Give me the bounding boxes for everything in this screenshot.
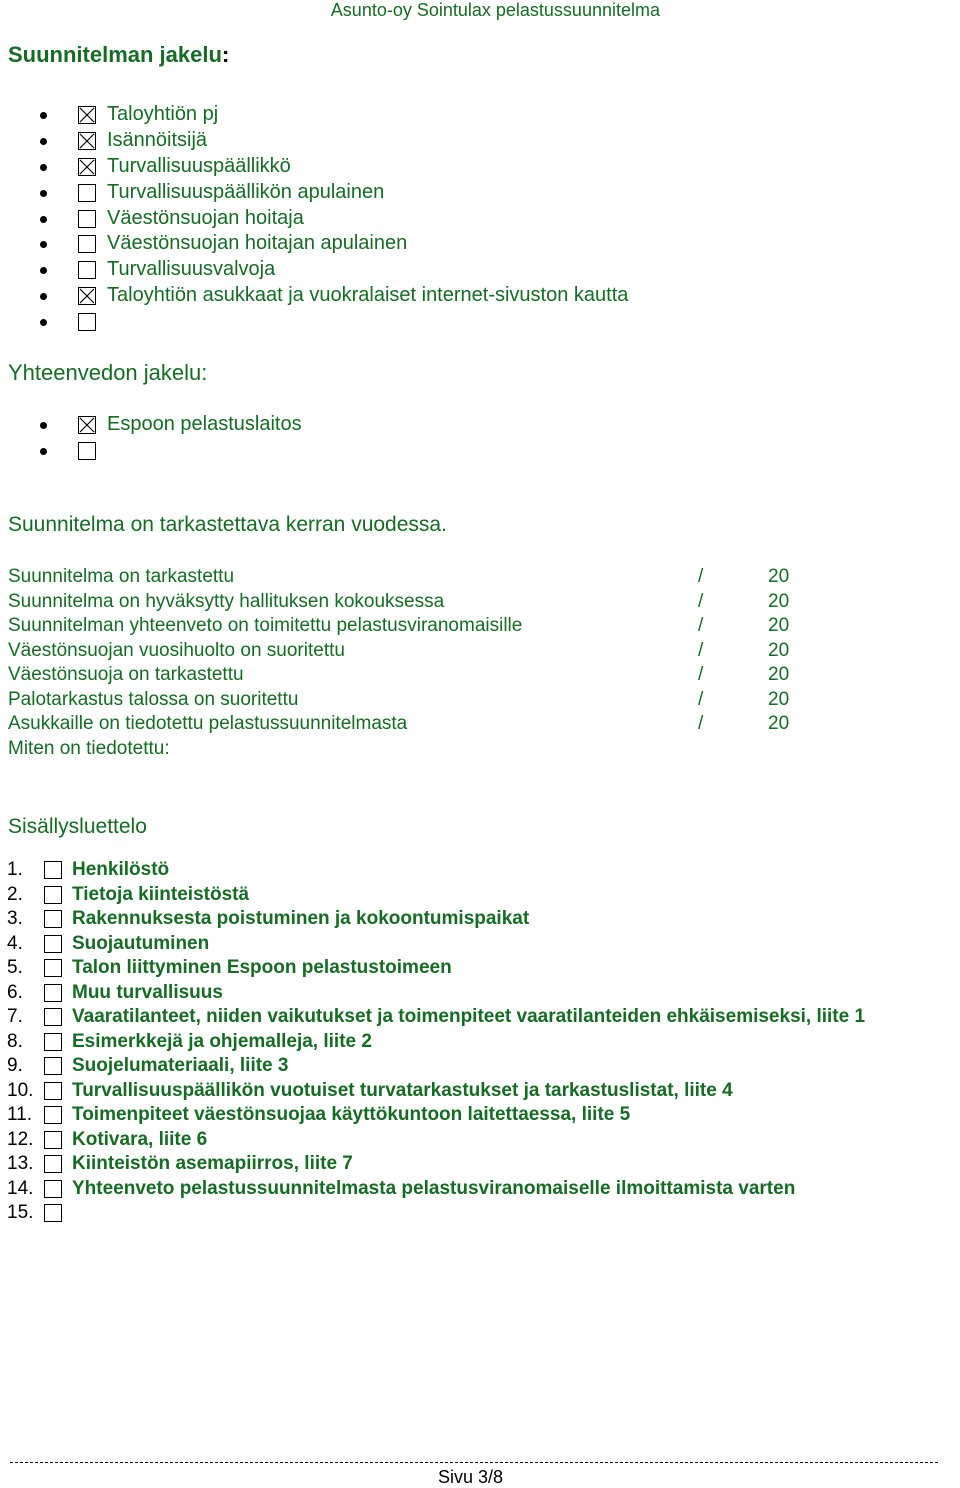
toc-item-label: Yhteenveto pelastussuunnitelmasta pelastusviranomaiselle ilmoittamista varten xyxy=(72,1177,796,1199)
toc-checkbox[interactable] xyxy=(44,1180,62,1198)
status-row xyxy=(8,688,808,713)
status-row xyxy=(8,639,808,664)
toc-item-number: 5. xyxy=(7,957,23,978)
status-label: Asukkaille on tiedotettu pelastussuunnitelmasta xyxy=(8,713,408,734)
checkmark-cross-icon xyxy=(79,288,95,304)
distribution-title-text: Suunnitelman jakelu xyxy=(8,42,222,67)
toc-item-number: 13. xyxy=(7,1153,34,1174)
distribution-item-label: Väestönsuojan hoitaja xyxy=(107,206,304,229)
toc-item-number: 4. xyxy=(7,932,23,954)
status-date-slash: / xyxy=(698,713,704,734)
bullet-icon xyxy=(40,164,47,171)
checkmark-cross-icon xyxy=(79,133,95,149)
toc-checkbox[interactable] xyxy=(44,886,62,904)
toc-checkbox[interactable] xyxy=(44,1033,62,1051)
bullet-icon xyxy=(40,319,47,326)
toc-item-number: 1. xyxy=(7,859,23,880)
status-label: Suunnitelma on hyväksytty hallituksen kokouksessa xyxy=(8,590,445,612)
checkmark-cross-icon xyxy=(79,417,95,433)
status-label: Suunnitelman yhteenveto on toimitettu pelastusviranomaisille xyxy=(8,615,523,636)
distribution-checkbox[interactable] xyxy=(78,210,96,228)
document-header-title: Asunto-oy Sointulax pelastussuunnitelma xyxy=(330,0,660,20)
status-row xyxy=(8,590,808,615)
toc-item-label: Kiinteistön asemapiirros, liite 7 xyxy=(72,1153,353,1174)
toc-checkbox[interactable] xyxy=(44,1057,62,1075)
toc-item-label: Rakennuksesta poistuminen ja kokoontumispaikat xyxy=(72,908,530,929)
bullet-icon xyxy=(40,241,47,248)
distribution-checkbox[interactable] xyxy=(78,235,96,253)
toc-item-label: Henkilöstö xyxy=(72,859,170,880)
status-label: Väestönsuoja on tarkastettu xyxy=(8,664,244,685)
summary-distribution-title: Yhteenvedon jakelu: xyxy=(8,360,208,385)
bullet-icon xyxy=(40,267,47,274)
bullet-icon xyxy=(40,112,47,119)
toc-item-label: Tietoja kiinteistöstä xyxy=(72,883,250,905)
status-date-year: 20 xyxy=(768,688,790,710)
toc-item-number: 15. xyxy=(7,1202,34,1223)
distribution-item-label: Turvallisuusvalvoja xyxy=(107,258,276,281)
distribution-item-label: Turvallisuuspäällikön apulainen xyxy=(107,180,385,203)
distribution-item-label: Isännöitsijä xyxy=(107,128,208,151)
distribution-title xyxy=(8,42,229,68)
distribution-checkbox[interactable] xyxy=(78,442,96,460)
toc-item-label: Toimenpiteet väestönsuojaa käyttökuntoon laitettaessa, liite 5 xyxy=(72,1104,631,1125)
distribution-checkbox[interactable] xyxy=(78,287,96,305)
toc-item-number: 9. xyxy=(7,1055,23,1076)
toc-checkbox[interactable] xyxy=(44,1082,62,1100)
toc-checkbox[interactable] xyxy=(44,984,62,1002)
status-date-year: 20 xyxy=(768,664,790,685)
toc-item-number: 2. xyxy=(7,883,23,905)
footer-divider xyxy=(10,1462,938,1463)
status-row xyxy=(8,565,808,590)
distribution-checkbox[interactable] xyxy=(78,106,96,124)
status-date-slash: / xyxy=(698,688,704,710)
distribution-checkbox[interactable] xyxy=(78,158,96,176)
distribution-checkbox[interactable] xyxy=(78,132,96,150)
bullet-icon xyxy=(40,190,47,197)
toc-title: Sisällysluettelo xyxy=(8,815,147,838)
status-date-slash: / xyxy=(698,615,704,636)
distribution-checkbox[interactable] xyxy=(78,416,96,434)
toc-item-number: 8. xyxy=(7,1030,23,1052)
review-note: Suunnitelma on tarkastettava kerran vuodessa. xyxy=(8,513,447,536)
bullet-icon xyxy=(40,216,47,223)
status-date-year: 20 xyxy=(768,590,790,612)
checkmark-cross-icon xyxy=(79,107,95,123)
toc-checkbox[interactable] xyxy=(44,1155,62,1173)
distribution-checkbox[interactable] xyxy=(78,261,96,279)
status-row xyxy=(8,663,808,688)
toc-item-label: Vaaratilanteet, niiden vaikutukset ja toimenpiteet vaaratilanteiden ehkäisemiseksi, liite 1 xyxy=(72,1006,866,1027)
distribution-item-label: Turvallisuuspäällikkö xyxy=(107,154,291,177)
status-date-year: 20 xyxy=(768,615,790,636)
status-date-year: 20 xyxy=(768,566,790,587)
bullet-icon xyxy=(40,422,47,429)
distribution-checkbox[interactable] xyxy=(78,184,96,202)
bullet-icon xyxy=(40,138,47,145)
toc-checkbox[interactable] xyxy=(44,1204,62,1222)
status-date-slash: / xyxy=(698,590,704,612)
checkmark-cross-icon xyxy=(79,159,95,175)
toc-item-number: 14. xyxy=(7,1177,34,1199)
bullet-icon xyxy=(40,293,47,300)
toc-item-number: 11. xyxy=(7,1104,33,1125)
distribution-checkbox[interactable] xyxy=(78,313,96,331)
toc-checkbox[interactable] xyxy=(44,1008,62,1026)
distribution-title-colon: : xyxy=(221,42,230,67)
toc-checkbox[interactable] xyxy=(44,910,62,928)
toc-item-label: Kotivara, liite 6 xyxy=(72,1128,208,1150)
toc-checkbox[interactable] xyxy=(44,935,62,953)
status-label: Väestönsuojan vuosihuolto on suoritettu xyxy=(8,639,345,661)
status-row xyxy=(8,614,808,639)
toc-checkbox[interactable] xyxy=(44,1106,62,1124)
toc-item-label: Esimerkkejä ja ohjemalleja, liite 2 xyxy=(72,1030,372,1052)
toc-checkbox[interactable] xyxy=(44,959,62,977)
distribution-item-label: Espoon pelastuslaitos xyxy=(107,413,302,435)
toc-item-number: 10. xyxy=(7,1079,34,1101)
status-date-slash: / xyxy=(698,639,704,661)
toc-item-number: 12. xyxy=(7,1128,34,1150)
toc-item-label: Suojelumateriaali, liite 3 xyxy=(72,1055,289,1076)
toc-item-number: 7. xyxy=(7,1006,23,1027)
status-date-slash: / xyxy=(698,664,704,685)
toc-item-label: Turvallisuuspäällikön vuotuiset turvatarkastukset ja tarkastuslistat, liite 4 xyxy=(72,1079,733,1101)
toc-checkbox[interactable] xyxy=(44,1131,62,1149)
status-label: Suunnitelma on tarkastettu xyxy=(8,566,235,587)
how-informed-label: Miten on tiedotettu: xyxy=(8,737,170,759)
toc-item-label: Muu turvallisuus xyxy=(72,981,223,1003)
status-date-year: 20 xyxy=(768,713,790,734)
toc-item-number: 3. xyxy=(7,908,23,929)
status-date-year: 20 xyxy=(768,639,790,661)
distribution-item-label: Väestönsuojan hoitajan apulainen xyxy=(107,232,408,255)
toc-item-number: 6. xyxy=(7,981,23,1003)
toc-item-label: Talon liittyminen Espoon pelastustoimeen xyxy=(72,957,452,978)
bullet-icon xyxy=(40,448,47,455)
distribution-item-label: Taloyhtiön pj xyxy=(107,103,219,125)
status-label: Palotarkastus talossa on suoritettu xyxy=(8,688,299,710)
distribution-item-label: Taloyhtiön asukkaat ja vuokralaiset internet-sivuston kautta xyxy=(107,284,629,307)
toc-item-label: Suojautuminen xyxy=(72,932,210,954)
toc-checkbox[interactable] xyxy=(44,861,62,879)
status-row xyxy=(8,712,808,737)
page-number: Sivu 3/8 xyxy=(438,1467,504,1487)
status-date-slash: / xyxy=(698,566,704,587)
